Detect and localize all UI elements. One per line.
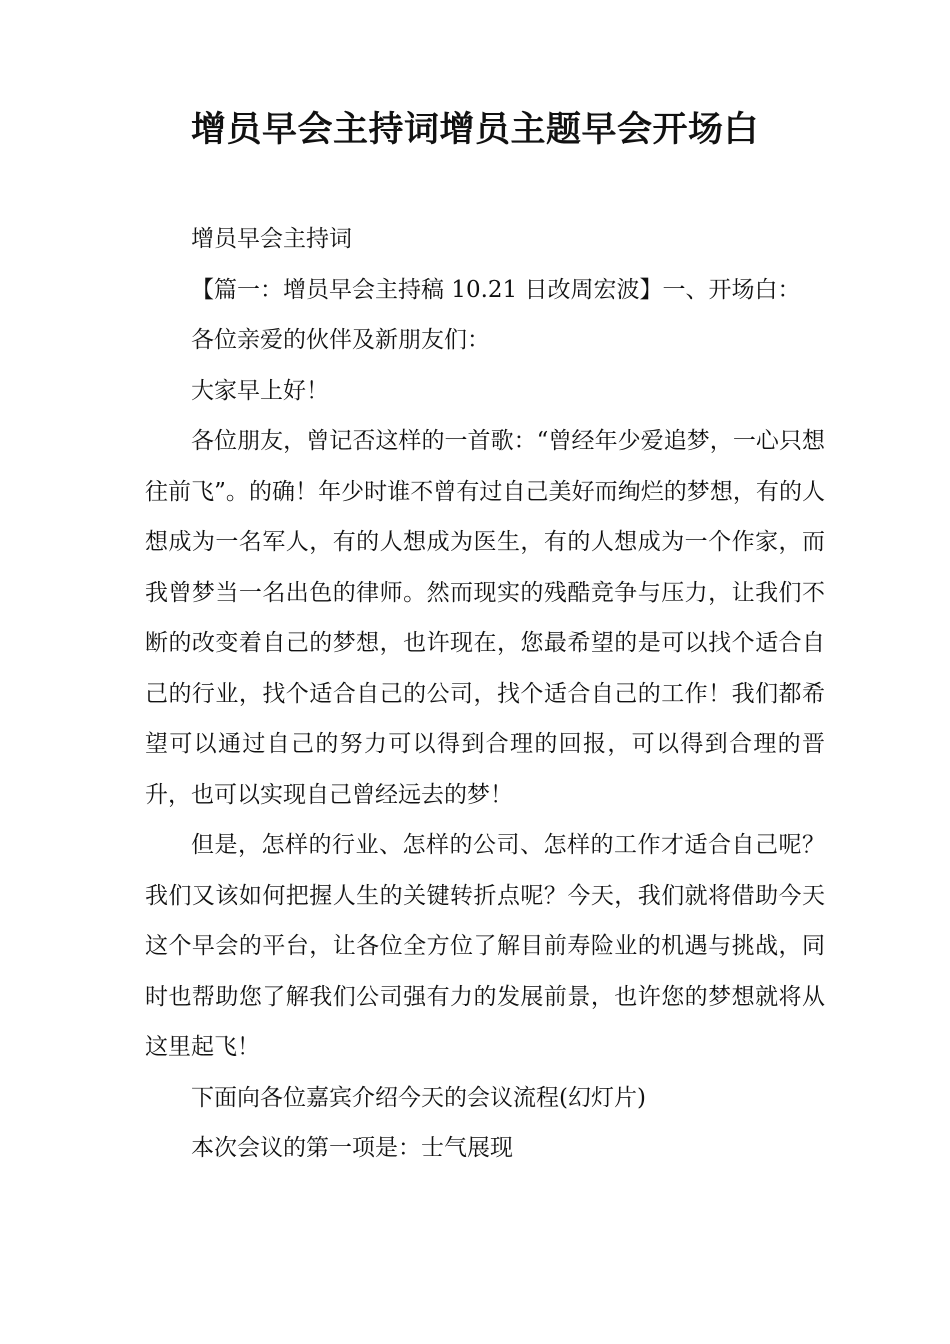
paragraph-dream: 各位朋友，曾记否这样的一首歌：“曾经年少爱追梦，一心只想往前飞”。的确！年少时谁不曾有过自己美好而绚烂的梦想，有的人想成为一名军人，有的人想成为医生，有的人想成为一个作家，而我曾梦当一名出色的律师。然而现实的残酷竞争与压力，让我们不断的改变着自己的梦想，也许现在，您最希望的是可以找个适合自己的行业，找个适合自己的公司，找个适合自己的工作！我们都希望可以通过自己的努力可以得到合理的回报，可以得到合理的晋升，也可以实现自己曾经远去的梦！ — [145, 428, 825, 808]
paragraph-question: 但是，怎样的行业、怎样的公司、怎样的工作才适合自己呢？我们又该如何把握人生的关键转折点呢？今天，我们就将借助今天这个早会的平台，让各位全方位了解目前寿险业的机遇与挑战，同时也帮助您了解我们公司强有力的发展前景，也许您的梦想就将从这里起飞！ — [145, 832, 825, 1060]
paragraph-greeting: 各位亲爱的伙伴及新朋友们： — [191, 327, 490, 353]
paragraph-subtitle: 增员早会主持词 — [191, 226, 352, 252]
paragraph-section-heading: 【篇一：增员早会主持稿 10.21 日改周宏波】一、开场白： — [191, 276, 801, 303]
document-title: 增员早会主持词增员主题早会开场白 — [190, 110, 759, 150]
paragraph-good-morning: 大家早上好！ — [191, 377, 329, 404]
paragraph-agenda-intro: 下面向各位嘉宾介绍今天的会议流程(幻灯片) — [191, 1084, 646, 1111]
paragraph-first-item: 本次会议的第一项是：士气展现 — [191, 1135, 513, 1161]
document-body — [145, 214, 825, 1174]
